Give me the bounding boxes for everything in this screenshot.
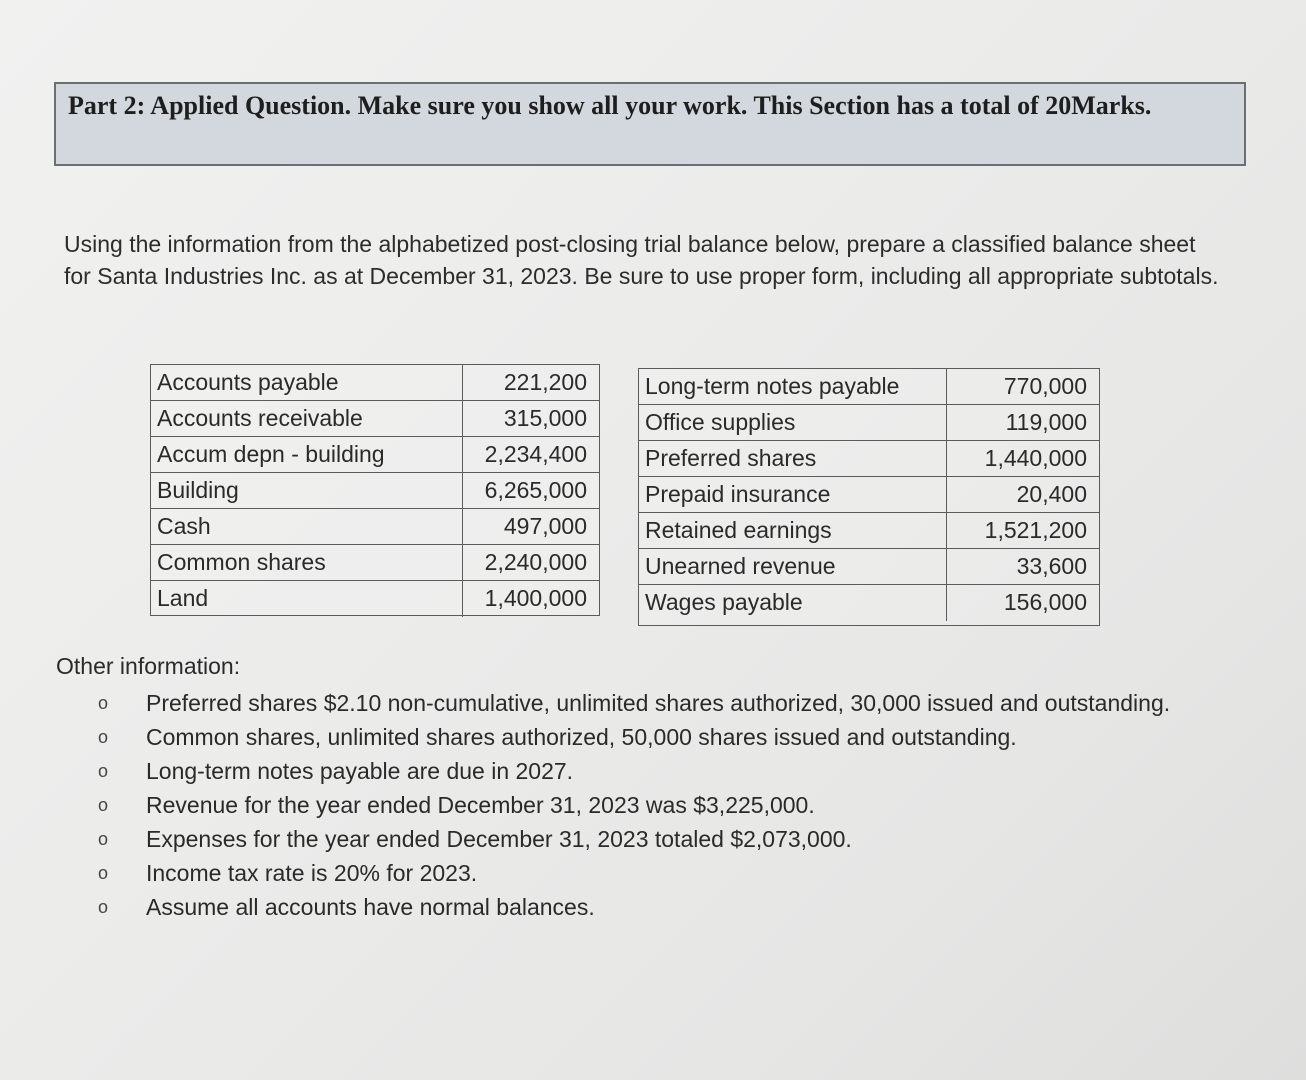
list-item-text: Common shares, unlimited shares authorized, 50,000 shares issued and outstanding. bbox=[146, 724, 1017, 750]
account-amount: 2,240,000 bbox=[484, 549, 587, 575]
bullet-circle-icon: o bbox=[98, 829, 109, 849]
table-row bbox=[639, 477, 1099, 513]
bullet-circle-icon: o bbox=[98, 863, 109, 883]
account-amount: 315,000 bbox=[503, 405, 587, 431]
account-amount: 119,000 bbox=[1005, 409, 1087, 435]
account-name: Retained earnings bbox=[639, 513, 947, 548]
account-amount: 497,000 bbox=[503, 513, 587, 539]
question-heading-box bbox=[54, 82, 1246, 166]
other-information-title: Other information: bbox=[56, 653, 241, 679]
bullet-circle-icon: o bbox=[98, 727, 109, 747]
table-row bbox=[151, 401, 599, 437]
list-item-text: Assume all accounts have normal balances. bbox=[146, 894, 595, 920]
other-information-list bbox=[98, 686, 1198, 924]
bullet-circle-icon: o bbox=[98, 693, 109, 713]
trial-balance-left-column bbox=[150, 364, 600, 616]
trial-balance-table bbox=[150, 364, 1100, 622]
table-row bbox=[639, 369, 1099, 405]
account-name: Land bbox=[151, 581, 463, 617]
list-item-text: Preferred shares $2.10 non-cumulative, unlimited shares authorized, 30,000 issued and outstanding. bbox=[146, 690, 1171, 716]
list-item-text: Revenue for the year ended December 31, 2023 was $3,225,000. bbox=[146, 792, 815, 818]
account-name: Accum depn - building bbox=[151, 437, 463, 472]
account-amount: 770,000 bbox=[1003, 373, 1087, 399]
table-row bbox=[639, 585, 1099, 621]
table-row bbox=[151, 473, 599, 509]
list-item-text: Income tax rate is 20% for 2023. bbox=[146, 860, 478, 886]
account-name: Prepaid insurance bbox=[639, 477, 947, 512]
account-amount: 33,600 bbox=[1016, 553, 1087, 579]
table-row bbox=[639, 549, 1099, 585]
table-row bbox=[151, 365, 599, 401]
account-amount: 1,521,200 bbox=[984, 517, 1087, 543]
account-amount: 20,400 bbox=[1016, 481, 1087, 507]
table-row bbox=[639, 405, 1099, 441]
list-item bbox=[98, 720, 1198, 754]
table-row bbox=[639, 513, 1099, 549]
list-item bbox=[98, 890, 1198, 924]
bullet-circle-icon: o bbox=[98, 795, 109, 815]
account-name: Common shares bbox=[151, 545, 463, 580]
account-name: Long-term notes payable bbox=[639, 369, 947, 404]
table-row bbox=[151, 545, 599, 581]
list-item bbox=[98, 754, 1198, 788]
list-item bbox=[98, 822, 1198, 856]
account-amount: 156,000 bbox=[1003, 589, 1087, 615]
account-name: Unearned revenue bbox=[639, 549, 947, 584]
trial-balance-right-column bbox=[638, 368, 1100, 626]
table-row bbox=[151, 509, 599, 545]
list-item bbox=[98, 788, 1198, 822]
table-row bbox=[151, 581, 599, 617]
account-name: Building bbox=[151, 473, 463, 508]
question-heading: Part 2: Applied Question. Make sure you show all your work. This Section has a total of 20Marks. bbox=[68, 91, 1152, 120]
list-item bbox=[98, 686, 1198, 720]
account-amount: 1,400,000 bbox=[484, 585, 587, 611]
account-amount: 2,234,400 bbox=[484, 441, 587, 467]
account-name: Cash bbox=[151, 509, 463, 544]
account-amount: 221,200 bbox=[503, 369, 587, 395]
table-row bbox=[639, 441, 1099, 477]
bullet-circle-icon: o bbox=[98, 761, 109, 781]
list-item-text: Long-term notes payable are due in 2027. bbox=[146, 758, 574, 784]
instructions-paragraph: Using the information from the alphabetized post-closing trial balance below, prepare a classified balance sheet for Santa Industries Inc. as at December 31, 2023. Be sure to use proper form, including all appropriate subtotals. bbox=[64, 231, 1219, 289]
list-item bbox=[98, 856, 1198, 890]
list-item-text: Expenses for the year ended December 31, 2023 totaled $2,073,000. bbox=[146, 826, 852, 852]
account-name: Preferred shares bbox=[639, 441, 947, 476]
account-name: Wages payable bbox=[639, 585, 947, 621]
account-name: Accounts receivable bbox=[151, 401, 463, 436]
account-amount: 1,440,000 bbox=[984, 445, 1087, 471]
account-name: Office supplies bbox=[639, 405, 947, 440]
account-amount: 6,265,000 bbox=[484, 477, 587, 503]
account-name: Accounts payable bbox=[151, 365, 463, 400]
bullet-circle-icon: o bbox=[98, 897, 109, 917]
table-row bbox=[151, 437, 599, 473]
